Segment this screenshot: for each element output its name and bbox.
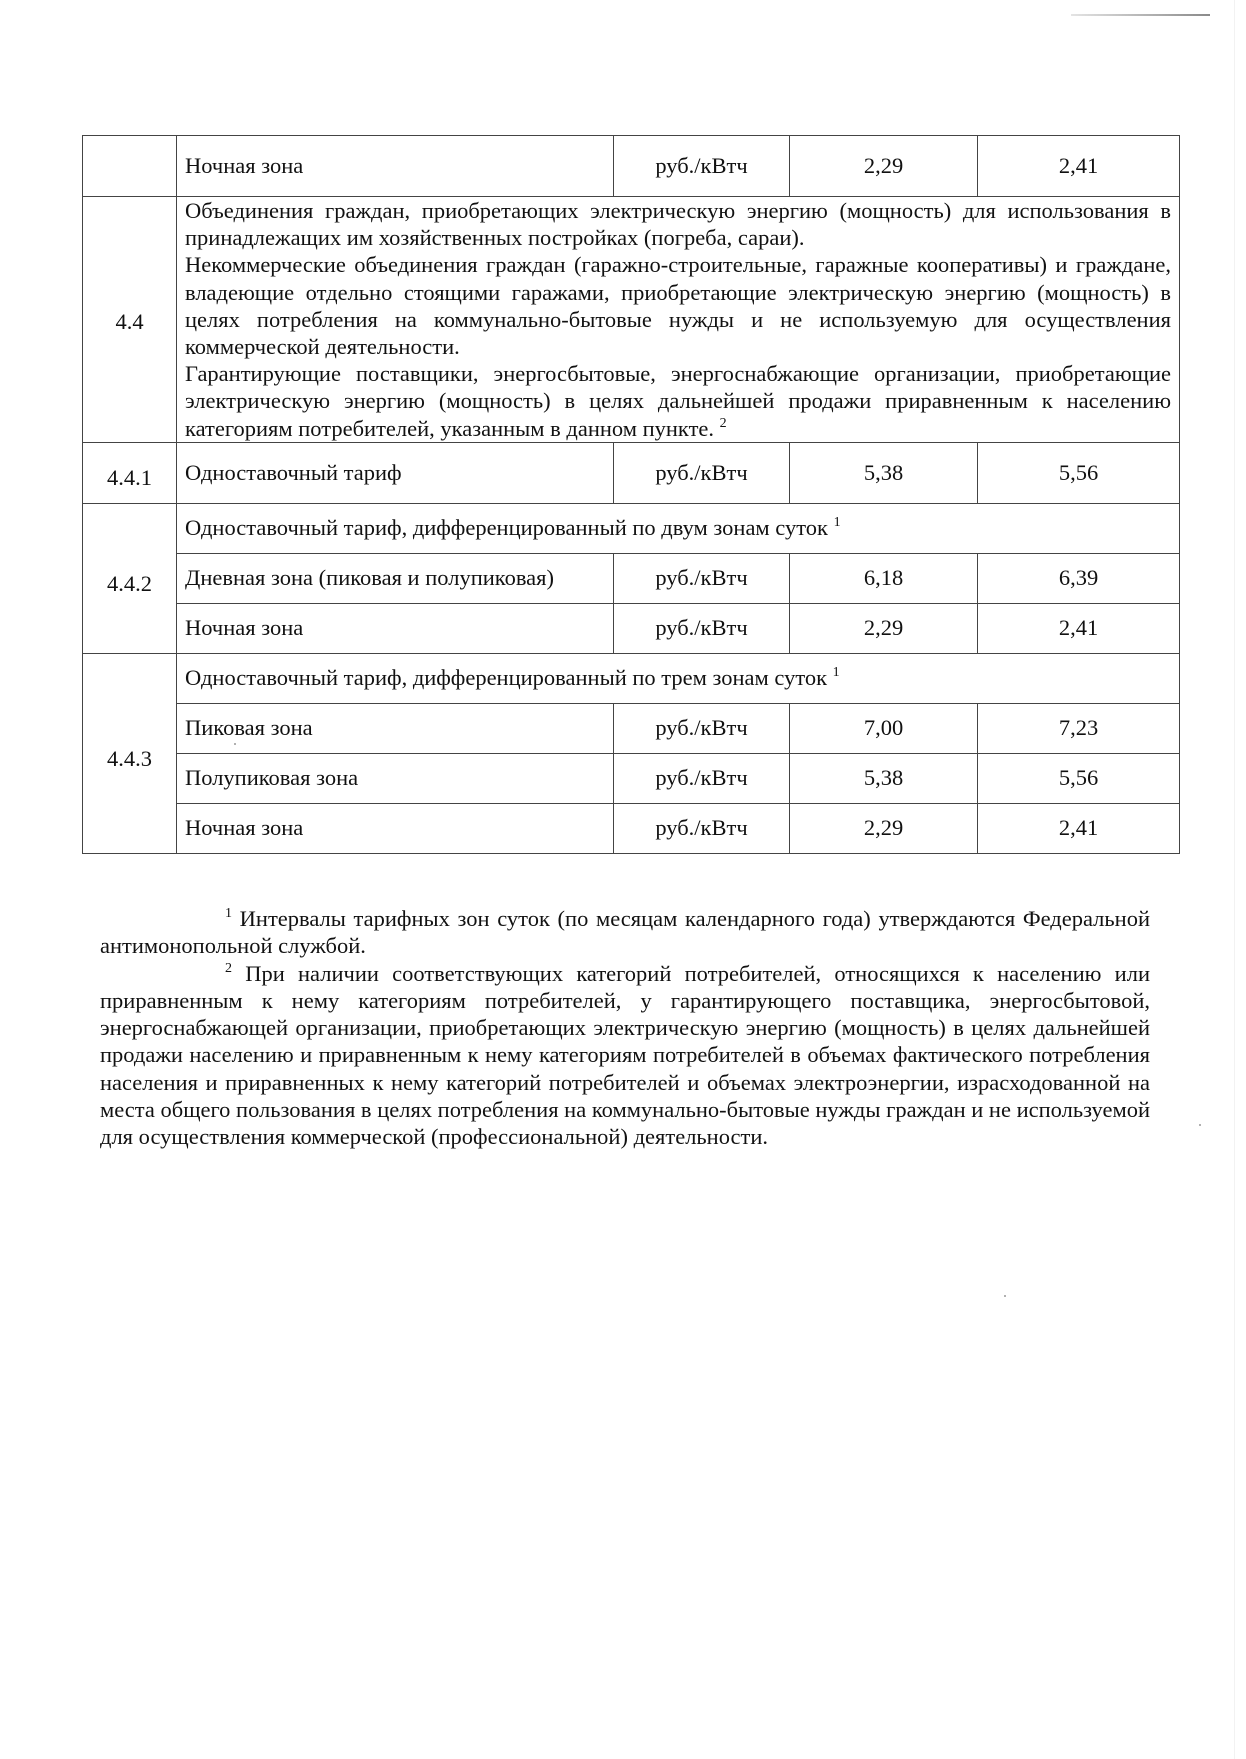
tariff-name: Ночная зона (177, 603, 614, 653)
scan-artifact-line (1071, 14, 1210, 16)
tariff-value-2: 2,41 (978, 136, 1180, 197)
tariff-value-1: 6,18 (790, 553, 978, 603)
tariff-value-1: 5,38 (790, 442, 978, 503)
item-number: 4.4.1 (83, 442, 177, 503)
tariff-name: Дневная зона (пиковая и полупиковая) (177, 553, 614, 603)
tariff-name: Пиковая зона (177, 703, 614, 753)
tariff-value-1: 2,29 (790, 803, 978, 853)
unit: руб./кВтч (614, 553, 790, 603)
subheader-text (177, 503, 1180, 553)
table-row (83, 553, 1180, 603)
footnote-1 (100, 905, 1150, 960)
unit: руб./кВтч (614, 803, 790, 853)
tariff-value-2: 6,39 (978, 553, 1180, 603)
scan-speck (1199, 1124, 1201, 1126)
table-row (83, 753, 1180, 803)
item-number: 4.4.3 (83, 653, 177, 853)
footnote-mark: 2 (225, 960, 232, 976)
description-text: Гарантирующие поставщики, энергосбытовые, энергоснабжающие организации, приобретающие электрическую энергию (мощность) в целях дальнейшей продажи приравненным к населению категориям потребителей, указанным в данном пункте. (185, 361, 1171, 441)
group-description (177, 197, 1180, 443)
tariff-value-2: 5,56 (978, 442, 1180, 503)
tariff-name: Полупиковая зона (177, 753, 614, 803)
table-row (83, 136, 1180, 197)
tariff-value-1: 5,38 (790, 753, 978, 803)
description-paragraph (185, 360, 1171, 442)
unit: руб./кВтч (614, 703, 790, 753)
description-paragraph: Объединения граждан, приобретающих электрическую энергию (мощность) для использования в принадлежащих им хозяйственных постройках (погреба, сараи). (185, 198, 1171, 251)
table-row-subheader (83, 503, 1180, 553)
item-number: 4.4.2 (83, 503, 177, 653)
subheader-label: Одноставочный тариф, дифференцированный по трем зонам суток (185, 665, 828, 691)
tariff-table (82, 135, 1180, 854)
item-number: 4.4 (83, 197, 177, 443)
unit: руб./кВтч (614, 753, 790, 803)
tariff-value-2: 2,41 (978, 603, 1180, 653)
unit: руб./кВтч (614, 442, 790, 503)
tariff-name: Ночная зона (177, 803, 614, 853)
tariff-value-1: 2,29 (790, 603, 978, 653)
tariff-value-2: 5,56 (978, 753, 1180, 803)
tariff-value-1: 7,00 (790, 703, 978, 753)
tariff-value-1: 2,29 (790, 136, 978, 197)
subheader-text (177, 653, 1180, 703)
footnotes (100, 905, 1150, 1151)
page-edge (1234, 0, 1235, 1759)
table-row (83, 703, 1180, 753)
footnote-2 (100, 960, 1150, 1151)
table-row (83, 603, 1180, 653)
footnote-ref: 1 (832, 665, 840, 681)
unit: руб./кВтч (614, 603, 790, 653)
footnote-ref: 1 (833, 515, 841, 531)
description-paragraph: Некоммерческие объединения граждан (гаражно-строительные, гаражные кооперативы) и граждане, владеющие отдельно стоящими гаражами, приобретающие электрическую энергию (мощность) в целях потребления на коммунально-бытовые нужды и не используемую для осуществления коммерческой деятельности. (185, 252, 1171, 360)
table-row-group-description (83, 197, 1180, 443)
tariff-value-2: 7,23 (978, 703, 1180, 753)
footnote-text: Интервалы тарифных зон суток (по месяцам календарного года) утверждаются Федеральной антимонопольной службой. (100, 906, 1150, 959)
table-row (83, 442, 1180, 503)
footnote-text: При наличии соответствующих категорий потребителей, относящихся к населению или приравненным к нему категориям потребителей, у гарантирующего поставщика, энергосбытовой, энергоснабжающей организации, приобретающих электрическую энергию (мощность) в целях дальнейшей продажи населению и приравненным к нему категориям потребителей в объемах фактического потребления населения и приравненных к нему категорий потребителей и объемах электроэнергии, израсходованной на места общего пользования в целях потребления на коммунально-бытовые нужды граждан и не используемой для осуществления коммерческой (профессиональной) деятельности. (100, 960, 1150, 1150)
footnote-mark: 1 (225, 906, 232, 921)
item-number (83, 136, 177, 197)
subheader-label: Одноставочный тариф, дифференцированный по двум зонам суток (185, 515, 828, 541)
tariff-name: Ночная зона (177, 136, 614, 197)
table-row-subheader (83, 653, 1180, 703)
unit: руб./кВтч (614, 136, 790, 197)
table-row (83, 803, 1180, 853)
tariff-name: Одноставочный тариф (177, 442, 614, 503)
tariff-value-2: 2,41 (978, 803, 1180, 853)
scan-speck (1004, 1295, 1006, 1297)
footnote-ref: 2 (719, 415, 727, 431)
